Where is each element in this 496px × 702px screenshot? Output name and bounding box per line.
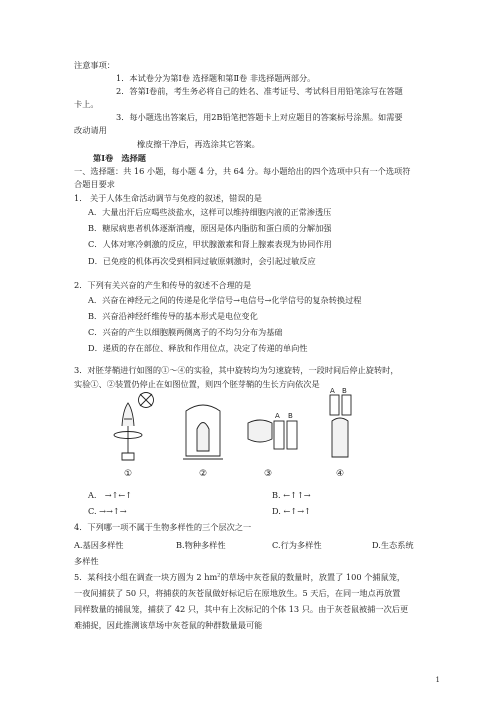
note-item-1: 1．本试卷分为第Ⅰ卷 选择题和第Ⅱ卷 非选择题两部分。 [116, 73, 316, 83]
embryo-experiment-figure [88, 383, 373, 483]
q1-option-d: D．已免疫的机体再次受到相同过敏原刺激时，会引起过敏反应 [88, 256, 316, 266]
q1-stem: 1． 关于人体生命活动调节与免疫的叙述，错误的是 [74, 193, 262, 203]
figure-4 [330, 395, 351, 457]
q2-stem: 2．下列有关兴奋的产生和传导的叙述不合理的是 [74, 280, 252, 290]
q4-option-a: A.基因多样性 [74, 540, 124, 550]
fig4-block-a: A [330, 387, 335, 395]
note-item-3-cont2: 橡皮擦干净后，再选涂其它答案。 [137, 139, 260, 149]
q4-option-d: D.生态系统 [372, 540, 414, 550]
fig-label-3: ③ [264, 469, 273, 479]
q3-stem-cont: 实验①、②装置仍停止在如图位置，则四个胚芽鞘的生长方向依次是 [74, 379, 320, 389]
q3-option-a: A. →↑←↑ [88, 490, 133, 500]
fig3-block-a: A [275, 412, 280, 420]
note-item-3: 3．每小题选出答案后，用2B铅笔把答题卡上对应题目的答案标号涂黑。如需要 [116, 112, 403, 122]
q3-stem: 3．对胚芽鞘进行如图的①～④的实验，其中旋转均为匀速旋转，一段时间后停止旋转时， [74, 365, 399, 375]
q4-option-c: C.行为多样性 [272, 540, 322, 550]
q3-option-d: D. ←↑→↑ [272, 506, 311, 516]
notes-title: 注意事项： [74, 60, 115, 70]
note-item-2-cont: 卡上。 [74, 99, 99, 109]
q2-option-a: A．兴奋在神经元之间的传递是化学信号→电信号→化学信号的复杂转换过程 [88, 295, 362, 305]
q3-option-b: B. ←↑↑→ [272, 490, 311, 500]
q5-line-2: 一夜间捕获了 50 只，将捕获的灰苍鼠做好标记后在原地放生。5 天后，在同一地点再放置 [74, 588, 401, 598]
q1-option-b: B．糖尿病患者机体逐渐消瘦，原因是体内脂肪和蛋白质的分解加强 [88, 223, 332, 233]
note-item-3-cont: 改动请用 [74, 125, 107, 135]
fig4-block-b: B [342, 387, 347, 395]
section-intro-cont: 合题目要求 [74, 179, 115, 189]
figure-2 [183, 405, 223, 459]
q3-option-c: C. →→↑→ [88, 506, 127, 516]
q4-option-b: B.物种多样性 [176, 540, 226, 550]
q5-line-4: 难捕捉，因此推测该草场中灰苍鼠的种群数量最可能 [74, 620, 263, 630]
fig3-block-b: B [288, 412, 293, 420]
figure-3 [248, 420, 297, 449]
figure-1 [114, 393, 154, 461]
note-item-2: 2．答第Ⅰ卷前，考生务必将自己的姓名、准考证号、考试科目用铅笔涂写在答题 [116, 86, 403, 96]
section-heading: 第Ⅰ卷 选择题 [93, 153, 146, 163]
q1-option-c: C．人体对寒冷刺激的反应，甲状腺激素和肾上腺素表现为协同作用 [88, 239, 332, 249]
q2-option-c: C．兴奋的产生以细胞膜两侧离子的不均匀分布为基础 [88, 327, 283, 337]
q4-option-d-cont: 多样性 [74, 556, 99, 566]
fig-label-4: ④ [336, 469, 345, 479]
q5-line-3: 同样数量的捕鼠笼，捕获了 42 只，其中有上次标记的个体 13 只。由于灰苍鼠被捕一次后更 [74, 604, 409, 614]
q5-line-1: 5．某科技小组在调查一块方圆为 2 $hm^2$的草场中灰苍鼠的数量时，放置了 100 个捕鼠笼， [74, 572, 406, 582]
page-number: 1 [435, 676, 440, 684]
fig-label-2: ② [199, 469, 208, 479]
fig-label-1: ① [124, 469, 133, 479]
q4-stem: 4．下列哪一项不属于生物多样性的三个层次之一 [74, 522, 252, 532]
q2-option-d: D．递质的存在部位、释放和作用位点，决定了传递的单向性 [88, 343, 308, 353]
q2-option-b: B．兴奋沿神经纤维传导的基本形式是电位变化 [88, 311, 258, 321]
section-intro: 一、选择题：共 16 小题，每小题 4 分，共 64 分。每小题给出的四个选项中只有一个选项符 [74, 166, 411, 176]
q1-option-a: A．大量出汗后应喝些淡盐水，这样可以维持细胞内液的正常渗透压 [88, 207, 332, 217]
